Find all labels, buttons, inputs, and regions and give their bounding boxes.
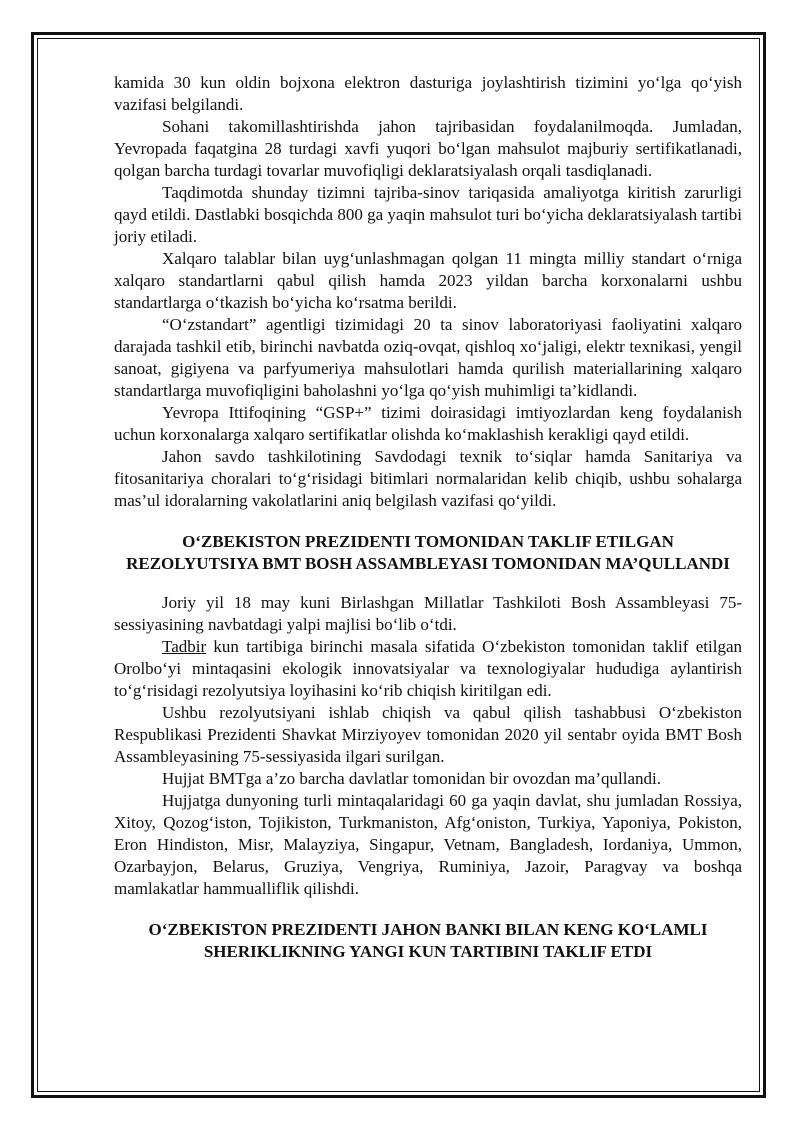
paragraph: Sohani takomillashtirishda jahon tajribasidan foydalanilmoqda. Jumladan, Yevropada faqatgina 28 turdagi xavfi yuqori bo‘lgan mahsulot majburiy sertifikatlanadi, qolgan barcha turdagi tovarlar muvofiqligi deklaratsiyalash orqali tasdiqlanadi. — [114, 117, 742, 180]
paragraph — [114, 636, 742, 702]
paragraph: “O‘zstandart” agentligi tizimidagi 20 ta sinov laboratoriyasi faoliyatini xalqaro darajada tashkil etib, birinchi navbatda oziq-ovqat, qishloq xo‘jaligi, elektr texnikasi, yengil sanoat, gigiyena va parfyumeriya mahsulotlari hamda qurilish materiallarining xalqaro standartlarga muvofiqligini baholashni yo‘lga qo‘yish muhimligi ta’kidlandi. — [114, 315, 742, 400]
paragraph: Hujjat BMTga a’zo barcha davlatlar tomonidan bir ovozdan ma’qullandi. — [162, 769, 661, 788]
section-heading-world-bank: O‘ZBEKISTON PREZIDENTI JAHON BANKI BILAN KENG KO‘LAMLI SHERIKLIKNING YANGI KUN TARTIBINI TAKLIF ETDI — [148, 920, 708, 961]
paragraph-continued: kamida 30 kun oldin bojxona elektron dasturiga joylashtirish tizimini yo‘lga qo‘yish vazifasi belgilandi. — [114, 73, 742, 114]
document-body — [114, 72, 742, 980]
paragraph: Jahon savdo tashkilotining Savdodagi texnik to‘siqlar hamda Sanitariya va fitosanitariya choralari to‘g‘risidagi bitimlari normalaridan kelib chiqib, ushbu sohalarga mas’ul idoralarning vakolatlarini aniq belgilash vazifasi qo‘yildi. — [114, 447, 742, 510]
paragraph: Yevropa Ittifoqining “GSP+” tizimi doirasidagi imtiyozlardan keng foydalanish uchun korxonalarga xalqaro sertifikatlar olishda ko‘maklashish kerakligi qayd etildi. — [114, 403, 742, 444]
paragraph: Xalqaro talablar bilan uyg‘unlashmagan qolgan 11 mingta milliy standart o‘rniga xalqaro standartlarni qabul qilish hamda 2023 yildan barcha korxonalarni ushbu standartlarga o‘tkazish bo‘yicha ko‘rsatma berildi. — [114, 249, 742, 312]
paragraph-text: kun tartibiga birinchi masala sifatida O‘zbekiston tomonidan taklif etilgan Orolbo‘yi mintaqasini ekologik innovatsiyalar va texnologiyalar hududiga aylantirish to‘g‘risidagi rezolyutsiya loyihasini ko‘rib chiqish kiritilgan edi. — [114, 637, 742, 700]
underlined-word: Tadbir — [162, 637, 207, 656]
section-heading-resolution: O‘ZBEKISTON PREZIDENTI TOMONIDAN TAKLIF ETILGAN REZOLYUTSIYA BMT BOSH ASSAMBLEYASI TOMONIDAN MA’QULLANDI — [126, 532, 730, 573]
paragraph: Hujjatga dunyoning turli mintaqalaridagi 60 ga yaqin davlat, shu jumladan Rossiya, Xitoy, Qozog‘iston, Tojikiston, Turkmaniston, Afg‘oniston, Turkiya, Yaponiya, Pokiston, Eron Hindiston, Misr, Malayziya, Singapur, Vetnam, Bangladesh, Iordaniya, Ummon, Ozarbayjon, Belarus, Gruziya, Vengriya, Ruminiya, Jazoir, Paragvay va boshqa mamlakatlar hammualliflik qilishdi. — [114, 791, 742, 898]
paragraph: Taqdimotda shunday tizimni tajriba-sinov tariqasida amaliyotga kiritish zarurligi qayd etildi. Dastlabki bosqichda 800 ga yaqin mahsulot turi bo‘yicha deklaratsiyalash tartibi joriy etiladi. — [114, 183, 742, 246]
paragraph: Ushbu rezolyutsiyani ishlab chiqish va qabul qilish tashabbusi O‘zbekiston Respublikasi Prezidenti Shavkat Mirziyoyev tomonidan 2020 yil sentabr oyida BMT Bosh Assambleyasining 75-sessiyasida ilgari surilgan. — [114, 703, 742, 766]
paragraph: Joriy yil 18 may kuni Birlashgan Millatlar Tashkiloti Bosh Assambleyasi 75-sessiyasining navbatdagi yalpi majlisi bo‘lib o‘tdi. — [114, 593, 742, 634]
